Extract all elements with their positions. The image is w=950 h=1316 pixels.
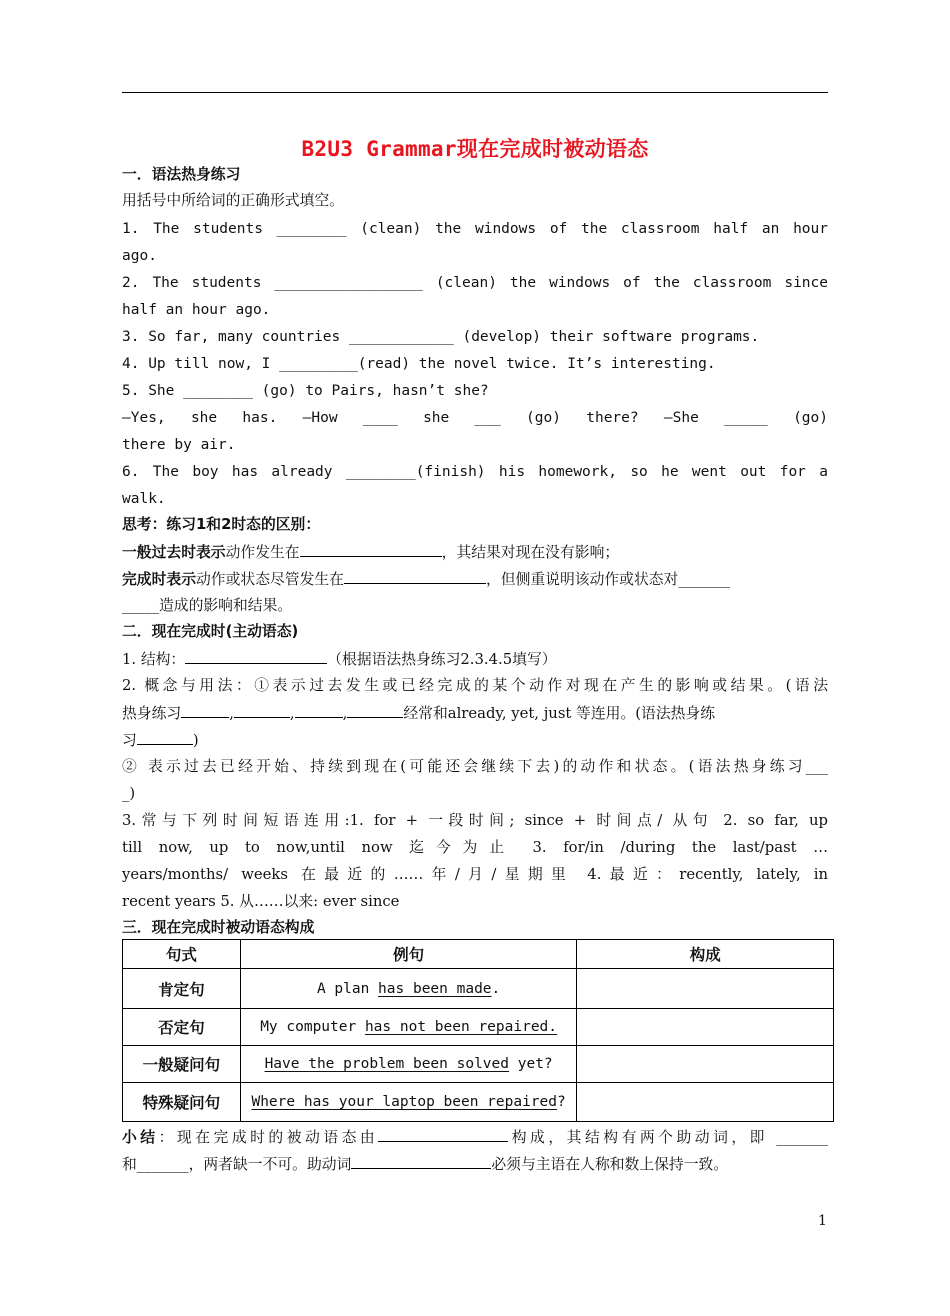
question-6: 6. The boy has already ________(finish) his homework, so he went out for a xyxy=(122,464,828,480)
sentence-type: 特殊疑问句 xyxy=(123,1083,241,1122)
question-5: 5. She ________ (go) to Pairs, hasn’t she? xyxy=(122,383,489,399)
structure-cell xyxy=(577,1009,834,1046)
question-5-cont: there by air. xyxy=(122,437,236,453)
example-underlined: has not been repaired. xyxy=(364,1019,558,1035)
example-text: ? xyxy=(557,1094,566,1110)
structure-cell xyxy=(577,1046,834,1083)
summary-text-b: 构成，其结构有两个助动词，即 _______ xyxy=(508,1129,828,1146)
example-underlined: Have the problem been solved xyxy=(264,1056,509,1072)
think-line-1 xyxy=(122,542,828,563)
blank xyxy=(347,703,403,718)
sentence-type: 肯定句 xyxy=(123,969,241,1009)
time-phrases-4: recent years 5. 从……以来: ever since xyxy=(122,893,400,910)
table-row xyxy=(123,1083,834,1122)
section-3-heading: 三．现在完成时被动语态构成 xyxy=(122,919,315,936)
blank xyxy=(295,703,343,718)
table-row xyxy=(123,1046,834,1083)
example-text: yet? xyxy=(509,1056,553,1072)
structure-cell xyxy=(577,1083,834,1122)
time-phrases-2: till now, up to now,until now 迄今为止 3. for/in /during the last/past … xyxy=(122,839,828,856)
blank xyxy=(185,649,327,664)
perfect-tense-term: 完成时表示 xyxy=(122,571,196,588)
usage-line-1: 2. 概念与用法：①表示过去发生或已经完成的某个动作对现在产生的影响或结果。(语法 xyxy=(122,677,828,694)
column-header: 句式 xyxy=(123,940,241,969)
question-1: 1. The students ________ (clean) the windows of the classroom half an hour xyxy=(122,221,828,237)
column-header: 例句 xyxy=(240,940,577,969)
usage-line-2-b: 经常和already, yet, just 等连用。(语法热身练 xyxy=(403,705,716,722)
usage-line-3-b: ) xyxy=(192,732,199,749)
blank xyxy=(378,1127,508,1142)
summary-text-c: 和_______，两者缺一不可。助动词 xyxy=(122,1156,352,1173)
structure-label: 1. 结构： xyxy=(122,651,186,668)
page-title: B2U3 Grammar现在完成时被动语态 xyxy=(301,137,649,161)
page-number: 1 xyxy=(818,1213,827,1229)
summary-text-a: ：现在完成时的被动语态由 xyxy=(158,1129,379,1146)
think-heading: 思考：练习1和2时态的区别： xyxy=(122,516,321,533)
think-line-2-b: ，但侧重说明该动作或状态对_______ xyxy=(485,571,731,588)
past-tense-term: 一般过去时表示 xyxy=(122,544,226,561)
usage-line-5: _) xyxy=(122,785,136,802)
blank xyxy=(344,569,486,584)
table-row xyxy=(123,969,834,1009)
passive-voice-table xyxy=(122,939,834,1122)
example-text: My computer xyxy=(260,1019,365,1035)
blank xyxy=(137,730,193,745)
sentence-type: 否定句 xyxy=(123,1009,241,1046)
blank xyxy=(300,542,442,557)
think-line-1-b: ，其结果对现在没有影响； xyxy=(441,544,620,561)
instruction: 用括号中所给词的正确形式填空。 xyxy=(122,192,344,209)
header-rule xyxy=(122,92,828,93)
time-phrases-3: years/months/ weeks 在最近的……年/月/星期里 4.最近：recently, lately, in xyxy=(122,866,828,883)
blank xyxy=(234,703,290,718)
blank xyxy=(181,703,229,718)
question-5-answers: —Yes, she has. —How ____ she ___ (go) there? —She _____ (go) xyxy=(122,410,828,426)
table-row xyxy=(123,1009,834,1046)
usage-line-3-a: 习 xyxy=(122,732,137,749)
question-2: 2. The students _________________ (clean) the windows of the classroom since xyxy=(122,275,828,291)
structure-line xyxy=(122,649,828,670)
question-2-cont: half an hour ago. xyxy=(122,302,271,318)
summary-line-2 xyxy=(122,1154,828,1175)
sentence-type: 一般疑问句 xyxy=(123,1046,241,1083)
column-header: 构成 xyxy=(577,940,834,969)
table-header-row xyxy=(123,940,834,969)
summary-line-1 xyxy=(122,1127,828,1148)
example-sentence xyxy=(240,1083,577,1122)
summary-label: 小结 xyxy=(122,1129,159,1146)
think-line-2-a: 动作或状态尽管发生在 xyxy=(196,571,344,588)
example-underlined: Where has your laptop been repaired xyxy=(251,1094,558,1110)
example-sentence xyxy=(240,1046,577,1083)
section-1-heading: 一．语法热身练习 xyxy=(122,166,241,183)
usage-line-2: 热身练习 , , , 经常和already, yet, just 等连用。(语法热身练 xyxy=(122,705,716,722)
section-2-heading: 二．现在完成时(主动语态) xyxy=(122,623,299,640)
example-sentence xyxy=(240,969,577,1009)
question-1-cont: ago. xyxy=(122,248,157,264)
summary-text-d: 必须与主语在人称和数上保持一致。 xyxy=(491,1156,729,1173)
example-sentence xyxy=(240,1009,577,1046)
usage-line-2-a: 热身练习 xyxy=(122,705,182,722)
example-text: . xyxy=(491,980,501,997)
structure-cell xyxy=(577,969,834,1009)
example-text: A plan xyxy=(316,980,379,997)
question-4: 4. Up till now, I _________(read) the novel twice. It’s interesting. xyxy=(122,356,716,372)
usage-line-3 xyxy=(122,730,828,751)
think-line-2 xyxy=(122,569,828,590)
blank xyxy=(351,1154,491,1169)
think-line-1-a: 动作发生在 xyxy=(225,544,300,561)
structure-note: （根据语法热身练习2.3.4.5填写） xyxy=(327,651,557,668)
example-underlined: has been made xyxy=(378,980,492,997)
question-3: 3. So far, many countries ____________ (develop) their software programs. xyxy=(122,329,760,345)
time-phrases-1: 3.常与下列时间短语连用:1. for + 一段时间; since + 时间点/ 从句 2. so far, up xyxy=(122,812,828,829)
think-line-3: _____造成的影响和结果。 xyxy=(122,597,293,614)
question-6-cont: walk. xyxy=(122,491,166,507)
usage-line-4: ② 表示过去已经开始、持续到现在(可能还会继续下去)的动作和状态。(语法热身练习___ xyxy=(122,758,828,775)
